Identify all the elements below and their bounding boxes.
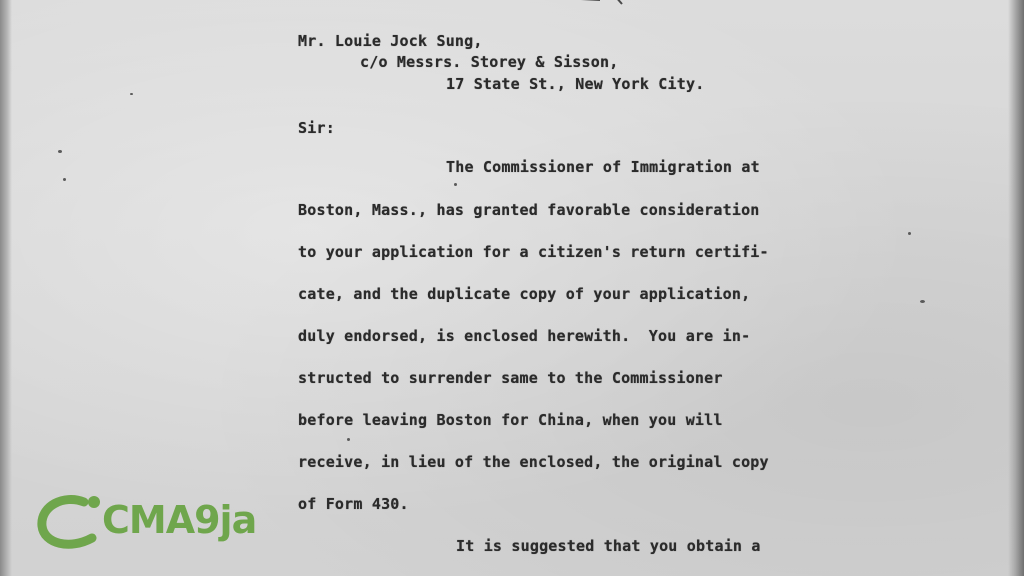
body-line: duly endorsed, is enclosed herewith. You are in-: [298, 327, 751, 345]
paper-speck: [58, 150, 62, 153]
body-line: receive, in lieu of the enclosed, the original copy: [298, 453, 769, 471]
salutation: Sir:: [298, 119, 335, 137]
address-name: Mr. Louie Jock Sung,: [298, 32, 483, 50]
body-line: before leaving Boston for China, when you will: [298, 411, 723, 429]
paper-speck: [454, 183, 457, 186]
body-line: of Form 430.: [298, 495, 409, 513]
paper-speck: [63, 178, 66, 181]
body-line: The Commissioner of Immigration at: [446, 158, 760, 176]
logo-wordmark: CMA9ja: [102, 498, 257, 542]
address-care-of: c/o Messrs. Storey & Sisson,: [360, 53, 619, 71]
address-street: 17 State St., New York City.: [446, 75, 705, 93]
paper-speck: [908, 232, 911, 235]
body-line: structed to surrender same to the Commissioner: [298, 369, 723, 387]
closing-line: It is suggested that you obtain a: [456, 537, 761, 555]
paper-speck: [347, 438, 350, 441]
page-right-edge-shadow: [1008, 0, 1024, 576]
paper-speck: [920, 300, 925, 303]
page-left-edge-shadow: [0, 0, 12, 576]
body-line: to your application for a citizen's return certifi-: [298, 243, 769, 261]
body-line: cate, and the duplicate copy of your application,: [298, 285, 751, 303]
body-line: Boston, Mass., has granted favorable consideration: [298, 201, 760, 219]
top-ink-mark: [560, 0, 650, 6]
paper-speck: [130, 93, 133, 95]
cma9ja-logo: [36, 490, 276, 554]
